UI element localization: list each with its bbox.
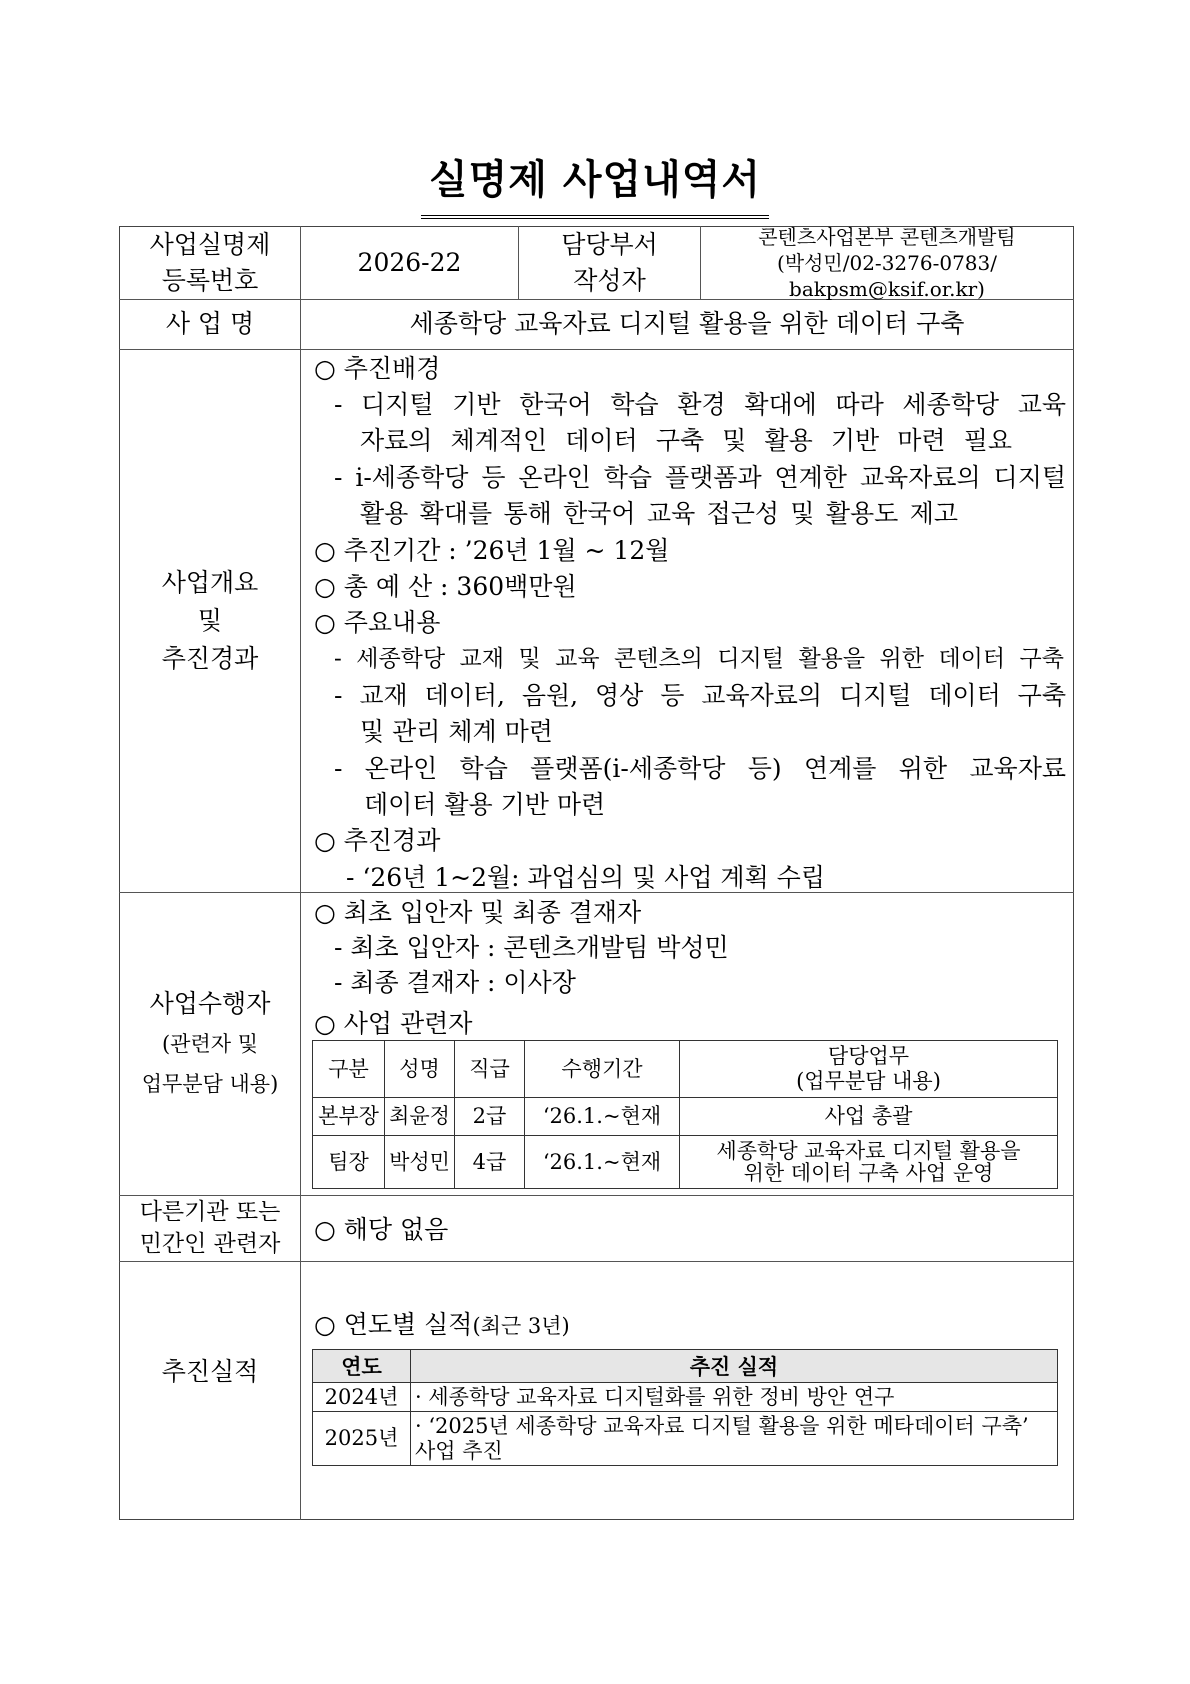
- participants-header-cell: 성명: [385, 1041, 455, 1098]
- overview-label-line2: 및: [197, 605, 223, 635]
- performance-table: [312, 1349, 1058, 1466]
- performance-header-cell: 추진 실적: [411, 1350, 1058, 1383]
- participants-cell: 4급: [455, 1136, 525, 1189]
- participants-header-row: [313, 1041, 1058, 1098]
- participants-header-cell-duty: [680, 1041, 1058, 1098]
- performance-header-cell: 연도: [313, 1350, 411, 1383]
- performance-header-row: [313, 1350, 1058, 1383]
- department-line1: 콘텐츠사업본부 콘텐츠개발팀: [758, 224, 1016, 249]
- overview-line: ○ 총 예 산 : 360백만원: [314, 572, 577, 601]
- performance-detail: [411, 1412, 1058, 1466]
- participants-cell: ‘26.1.~현재: [525, 1098, 680, 1136]
- record-heading-note: (최근 3년): [472, 1314, 570, 1338]
- performance-year: 2024년: [313, 1383, 411, 1412]
- department-line3: bakpsm@ksif.or.kr): [789, 276, 985, 301]
- participants-header-cell: 직급: [455, 1041, 525, 1098]
- document-title: 실명제 사업내역서: [421, 148, 769, 219]
- record-label: 추진실적: [161, 1357, 259, 1386]
- others-label-line1: 다른기관 또는: [139, 1199, 281, 1225]
- column-divider: [300, 226, 301, 1520]
- performer-label: [120, 892, 300, 1195]
- performance-row: [313, 1412, 1058, 1466]
- performer-label-line1: 사업수행자: [149, 988, 271, 1018]
- performance-row: [313, 1383, 1058, 1412]
- performer-line: ○ 사업 관련자: [314, 1009, 473, 1038]
- project-name: 세종학당 교육자료 디지털 활용을 위한 데이터 구축: [409, 309, 965, 338]
- others-label: [120, 1195, 300, 1261]
- participants-cell-duty: [680, 1136, 1058, 1189]
- project-name-label: 사 업 명: [165, 309, 255, 338]
- overview-line: - 교재 데이터, 음원, 영상 등 교육자료의 디지털 데이터 구축: [334, 681, 1066, 710]
- participants-cell-duty: [680, 1098, 1058, 1136]
- participants-header-cell: 구분: [313, 1041, 385, 1098]
- department-label-line2: 작성자: [573, 265, 646, 295]
- department-info: [701, 226, 1073, 299]
- overview-line: - 세종학당 교재 및 교육 콘텐츠의 디지털 활용을 위한 데이터 구축: [334, 646, 1064, 672]
- department-label-line1: 담당부서: [561, 229, 658, 259]
- overview-line: 자료의 체계적인 데이터 구축 및 활용 기반 마련 필요: [360, 426, 1012, 455]
- participants-cell: 팀장: [313, 1136, 385, 1189]
- overview-line: ○ 추진경과: [314, 826, 441, 855]
- performance-detail-line2: 사업 추진: [415, 1438, 503, 1463]
- performer-label-line2: (관련자 및: [161, 1031, 258, 1056]
- participants-row: [313, 1098, 1058, 1136]
- duty-header-line1: 담당업무: [827, 1044, 910, 1068]
- overview-label-line3: 추진경과: [161, 643, 259, 673]
- others-text: ○ 해당 없음: [314, 1215, 449, 1244]
- participants-cell: 박성민: [385, 1136, 455, 1189]
- registration-label-line2: 등록번호: [161, 265, 259, 295]
- overview-line: 및 관리 체계 마련: [360, 717, 553, 746]
- performance-year: 2025년: [313, 1412, 411, 1466]
- performance-detail: [411, 1383, 1058, 1412]
- document-title-wrap: [0, 148, 1190, 219]
- overview-line: ○ 추진배경: [314, 354, 441, 383]
- performance-detail-line1: · ‘2025년 세종학당 교육자료 디지털 활용을 위한 메타데이터 구축’: [415, 1413, 1029, 1438]
- duty-line2: 위한 데이터 구축 사업 운영: [743, 1161, 994, 1185]
- performer-line: - 최초 입안자 : 콘텐츠개발팀 박성민: [334, 933, 729, 962]
- participants-cell: 2급: [455, 1098, 525, 1136]
- duty-header-line2: (업무분담 내용): [796, 1069, 941, 1093]
- overview-line: ○ 주요내용: [314, 608, 441, 637]
- performer-label-line3: 업무분담 내용): [141, 1071, 279, 1096]
- overview-line: ○ 추진기간 : ’26년 1월 ~ 12월: [314, 536, 670, 565]
- registration-label-line1: 사업실명제: [149, 229, 271, 259]
- participants-header-cell: 수행기간: [525, 1041, 680, 1098]
- others-label-line2: 민간인 관련자: [139, 1231, 281, 1257]
- record-heading: [314, 1305, 570, 1341]
- participants-row: [313, 1136, 1058, 1189]
- overview-line: - ‘26년 1~2월: 과업심의 및 사업 계획 수립: [346, 863, 825, 892]
- overview-label: [120, 349, 300, 892]
- duty-line1: 세종학당 교육자료 디지털 활용을: [716, 1139, 1021, 1163]
- overview-line: - 온라인 학습 플랫폼(i-세종학당 등) 연계를 위한 교육자료: [334, 754, 1066, 783]
- overview-line: 활용 확대를 통해 한국어 교육 접근성 및 활용도 제고: [360, 499, 958, 528]
- performer-line: - 최종 결재자 : 이사장: [334, 968, 576, 997]
- overview-label-line1: 사업개요: [161, 567, 259, 597]
- record-heading-text: ○ 연도별 실적: [314, 1310, 473, 1339]
- registration-number: 2026-22: [357, 247, 462, 277]
- department-label: [519, 226, 700, 299]
- registration-label: [120, 226, 300, 299]
- overview-line: 데이터 활용 기반 마련: [364, 790, 606, 819]
- performance-detail-line1: · 세종학당 교육자료 디지털화를 위한 정비 방안 연구: [415, 1384, 895, 1409]
- overview-line: - i-세종학당 등 온라인 학습 플랫폼과 연계한 교육자료의 디지털: [334, 463, 1066, 492]
- overview-line: - 디지털 기반 한국어 학습 환경 확대에 따라 세종학당 교육: [334, 390, 1066, 419]
- participants-table: [312, 1040, 1058, 1189]
- performer-line: ○ 최초 입안자 및 최종 결재자: [314, 898, 642, 927]
- department-line2: (박성민/02-3276-0783/: [776, 250, 997, 275]
- participants-cell: ‘26.1.~현재: [525, 1136, 680, 1189]
- duty-line1: 사업 총괄: [824, 1104, 913, 1128]
- participants-cell: 최윤정: [385, 1098, 455, 1136]
- participants-cell: 본부장: [313, 1098, 385, 1136]
